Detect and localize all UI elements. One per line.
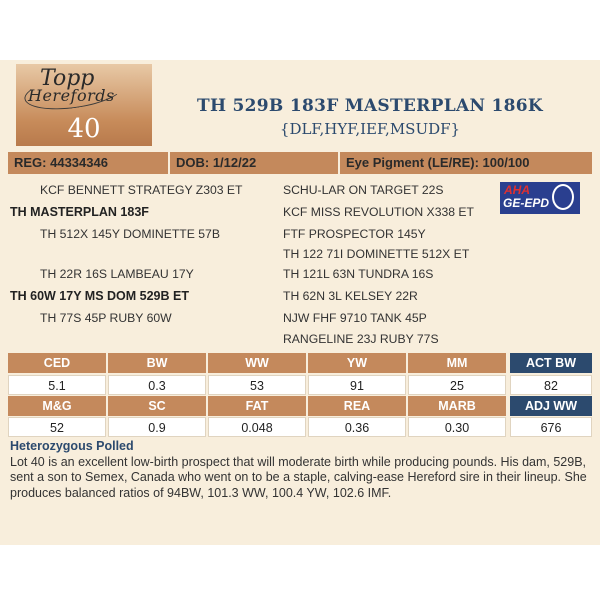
pedigree-sire-sire-dam: TH 512X 145Y DOMINETTE 57B (40, 227, 220, 241)
pedigree-right-8: RANGELINE 23J RUBY 77S (283, 332, 439, 346)
logo-text-line2: Herefords (28, 86, 115, 105)
epd-value-ww: 53 (208, 375, 306, 395)
act-bw-header: ACT BW (510, 353, 592, 373)
epd-value-bw: 0.3 (108, 375, 206, 395)
pedigree-sire-dam: TH 60W 17Y MS DOM 529B ET (10, 289, 189, 303)
act-bw-value: 82 (510, 375, 592, 395)
pedigree-sire-sire-sire: KCF BENNETT STRATEGY Z303 ET (40, 183, 243, 197)
pedigree-right-2: KCF MISS REVOLUTION X338 ET (283, 205, 474, 219)
info-bar (8, 152, 592, 174)
epd-value-marb: 0.30 (408, 417, 506, 437)
epd-header-bw: BW (108, 353, 206, 373)
epd-header-ww: WW (208, 353, 306, 373)
registration-number: REG: 44334346 (8, 152, 168, 174)
epd-value-rea: 0.36 (308, 417, 406, 437)
epd-header-rea: REA (308, 396, 406, 416)
animal-name: TH 529B 183F MASTERPLAN 186K (197, 96, 543, 116)
date-of-birth: DOB: 1/12/22 (170, 152, 338, 174)
pedigree-sire-dam-dam: TH 77S 45P RUBY 60W (40, 311, 172, 325)
eye-pigment: Eye Pigment (LE/RE): 100/100 (340, 152, 592, 174)
epd-header-mg: M&G (8, 396, 106, 416)
pedigree-sire-sire: TH MASTERPLAN 183F (10, 205, 149, 219)
epd-header-marb: MARB (408, 396, 506, 416)
genetic-codes: {DLF,HYF,IEF,MSUDF} (279, 120, 461, 138)
adj-ww-value: 676 (510, 417, 592, 437)
pedigree-right-1: SCHU-LAR ON TARGET 22S (283, 183, 444, 197)
epd-header-mm: MM (408, 353, 506, 373)
logo-text-line1: Topp (40, 66, 95, 91)
epd-value-row-2 (8, 417, 592, 437)
epd-value-mm: 25 (408, 375, 506, 395)
epd-value-mg: 52 (8, 417, 106, 437)
aha-ge-epd-badge (500, 182, 580, 214)
pedigree-right-7: NJW FHF 9710 TANK 45P (283, 311, 427, 325)
epd-value-sc: 0.9 (108, 417, 206, 437)
adj-ww-header: ADJ WW (510, 396, 592, 416)
pedigree-right-6: TH 62N 3L KELSEY 22R (283, 289, 418, 303)
epd-header-fat: FAT (208, 396, 306, 416)
epd-value-row-1 (8, 375, 592, 395)
pedigree-right-4: TH 122 71I DOMINETTE 512X ET (283, 247, 470, 261)
lot-description: Lot 40 is an excellent low-birth prospect that will moderate birth while producing pounds. His dam, 529B, sent a son to Semex, Canada who went on to be a staple, calving-ease Hereford sire in their lineup. She produces balanced ratios of 94BW, 101.3 WW, 100.4 YW, 102.6 IMF. (10, 455, 587, 500)
epd-header-sc: SC (108, 396, 206, 416)
badge-line1: AHA (504, 183, 530, 197)
badge-ring-icon (552, 184, 574, 210)
epd-value-ced: 5.1 (8, 375, 106, 395)
epd-header-ced: CED (8, 353, 106, 373)
topp-herefords-logo (22, 66, 132, 110)
epd-header-row-1 (8, 353, 592, 373)
pedigree-right-3: FTF PROSPECTOR 145Y (283, 227, 426, 241)
epd-value-fat: 0.048 (208, 417, 306, 437)
epd-header-yw: YW (308, 353, 406, 373)
epd-value-yw: 91 (308, 375, 406, 395)
pedigree-sire-dam-sire: TH 22R 16S LAMBEAU 17Y (40, 267, 194, 281)
badge-line2: GE-EPD (503, 196, 550, 210)
pedigree-right-5: TH 121L 63N TUNDRA 16S (283, 267, 434, 281)
polled-status: Heterozygous Polled (10, 439, 134, 453)
epd-header-row-2 (8, 396, 592, 416)
lot-number: 40 (67, 114, 101, 144)
